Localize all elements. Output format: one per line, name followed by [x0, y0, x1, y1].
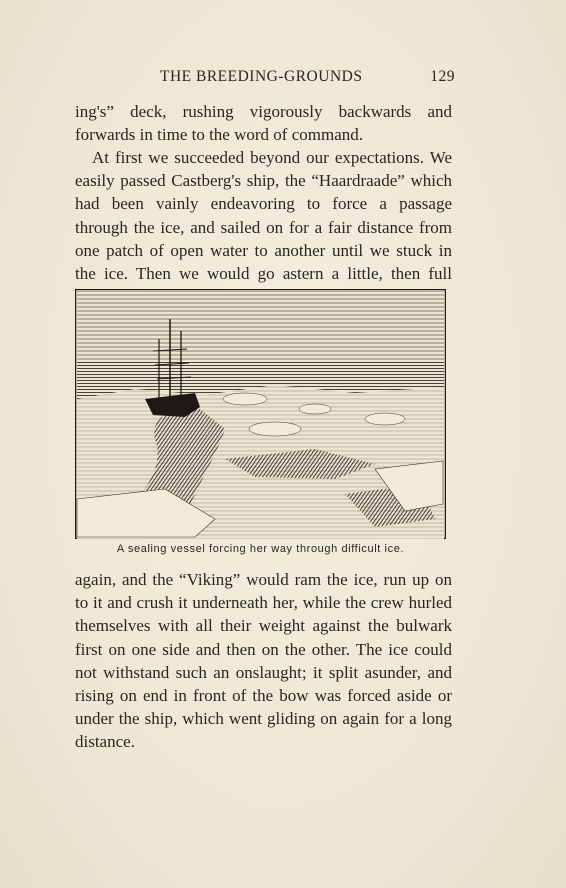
figure-caption: A sealing vessel forcing her way through difficult ice.: [116, 543, 405, 555]
chapter-title: THE BREEDING-GROUNDS: [160, 68, 363, 85]
paragraph-continuation: ing's” deck, rushing vigorously backwards and forwards in time to the word of command.: [75, 102, 452, 145]
paragraph-viking: again, and the “Viking” would ram the ice, run up on to it and crush it underneath her, while the crew hurled themselves with all their weight against the bulwark first on one side and then on the other. The ice could not withstand such an onslaught; it split asunder, and rising on end in front of the bow was forced aside or under the ship, which went gliding on again for a long distance.: [75, 570, 452, 752]
paragraph-castberg: At first we succeeded beyond our expectations. We easily passed Castberg's ship, the “Haardraade” which had been vainly endeavoring to force a passage through the ice, and sailed on for a fair distance from one patch of open water to another until we stuck in the ice. Then we would go astern a little, then full: [75, 148, 452, 284]
page-number: 129: [430, 68, 455, 85]
engraving-image: [75, 289, 446, 539]
illustration-sealing-vessel: [75, 289, 446, 539]
